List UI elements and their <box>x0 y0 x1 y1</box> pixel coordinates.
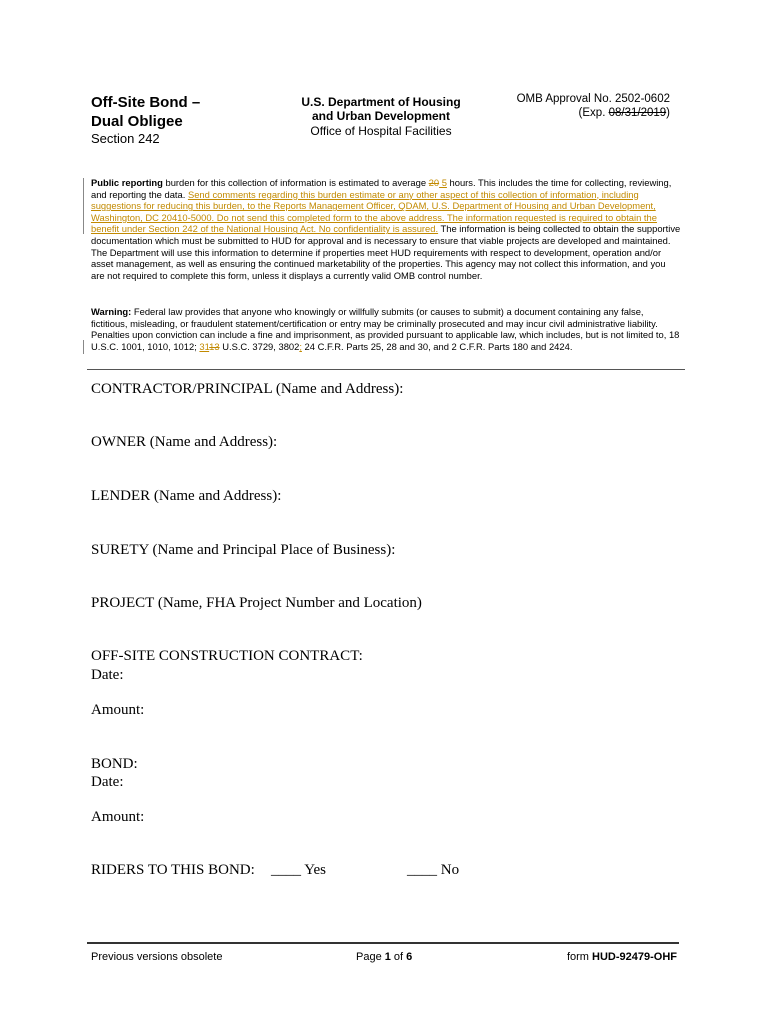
page-current: 1 <box>384 951 391 963</box>
burden-text-c: The information is being collected to obtain the supportive documentation which must be submitted to HUD for approval and is necessary to ensure that viable projects are developed and maintained. The Department will use this information to determine if properties meet HUD requirements with respect to development, operation and/or asset management, as well as ensuring the continued marketability of the properties. This agency may not collect this information, and you are not required to complete this form, unless it displays a currently valid OMB control number. <box>91 223 681 281</box>
contract-date-field[interactable]: Date: <box>91 667 124 683</box>
contract-amount-field[interactable]: Amount: <box>91 702 145 718</box>
public-burden-statement <box>91 177 681 281</box>
offsite-contract-heading: OFF-SITE CONSTRUCTION CONTRACT: <box>91 648 363 664</box>
form-title-line2: Dual Obligee <box>91 113 183 130</box>
page-of: of <box>390 951 407 963</box>
burden-hours-struck: 20 <box>428 177 440 188</box>
page-prefix: Page <box>356 951 385 963</box>
section-label: Section 242 <box>91 131 160 146</box>
owner-field[interactable]: OWNER (Name and Address): <box>91 434 278 450</box>
revision-change-bar <box>83 178 84 234</box>
department-name-line1: U.S. Department of Housing <box>301 95 461 109</box>
bond-date-field[interactable]: Date: <box>91 774 124 790</box>
surety-field[interactable]: SURETY (Name and Principal Place of Business): <box>91 542 396 558</box>
burden-inserted-text: Send comments regarding this burden estimate or any other aspect of this collection of information, including suggestions for reducing this burden, to the Reports Management Officer, QDAM, U.S. Department of Housing and Urban Development, Washington, DC 20410-5000. Do not send this completed form to the above address. The information requested is required to obtain the benefit under Section 242 of the National Housing Act. No confidentiality is assured. <box>91 188 657 235</box>
exp-prefix: (Exp. <box>578 107 609 119</box>
warning-cite-inserted: 31 <box>199 340 210 352</box>
department-name-line2: and Urban Development <box>311 109 451 123</box>
riders-no-option[interactable]: ____ No <box>407 862 460 878</box>
riders-yes-option[interactable]: ____ Yes <box>271 862 327 878</box>
form-prefix: form <box>566 951 593 963</box>
project-field[interactable]: PROJECT (Name, FHA Project Number and Location) <box>91 595 422 611</box>
bond-amount-field[interactable]: Amount: <box>91 809 145 825</box>
header-divider <box>87 369 685 370</box>
revision-change-bar <box>83 340 84 354</box>
burden-text-a: burden for this collection of information is estimated to average <box>162 177 429 188</box>
exp-suffix: ) <box>666 107 670 119</box>
footer-divider <box>87 942 679 944</box>
warning-label: Warning: <box>91 306 132 317</box>
warning-statement <box>91 306 681 352</box>
exp-date-struck: 08/31/2019 <box>608 107 667 119</box>
form-number: HUD-92479-OHF <box>592 951 677 963</box>
contractor-principal-field[interactable]: CONTRACTOR/PRINCIPAL (Name and Address): <box>91 381 404 397</box>
bond-heading: BOND: <box>91 756 138 772</box>
footer-versions-note: Previous versions obsolete <box>91 951 223 963</box>
warning-cite-struck: 13 <box>209 340 220 352</box>
omb-approval-number: OMB Approval No. 2502-0602 <box>516 93 670 105</box>
warning-text-a: Federal law provides that anyone who knowingly or willfully submits (or causes to submit) a document containing any false, fictitious, misleading, or fraudulent statement/certification or entry may be criminally prosecuted and may incur civil administrative liability. Penalties upon conviction can include a fine and imprisonment, as provided pursuant to applicable law, which includes, but is not limited to, 18 U.S.C. 1001, 1010, 1012; <box>91 306 680 352</box>
form-title-line1: Off-Site Bond – <box>91 94 201 111</box>
burden-hours-inserted: 5 <box>439 177 447 188</box>
page-total: 6 <box>406 951 413 963</box>
warning-text-b: U.S.C. 3729, 3802 <box>219 340 300 352</box>
riders-label: RIDERS TO THIS BOND: <box>91 862 255 878</box>
omb-expiration <box>579 107 670 119</box>
footer-page-number <box>356 951 412 963</box>
lender-field[interactable]: LENDER (Name and Address): <box>91 488 282 504</box>
office-name: Office of Hospital Facilities <box>310 124 452 138</box>
burden-text-b: hours. This includes the time for collecting, reviewing, and reporting the data. <box>91 177 672 200</box>
warning-text-c: 24 C.F.R. Parts 25, 28 and 30, and 2 C.F.R. Parts 180 and 2424. <box>301 340 573 352</box>
burden-label: Public reporting <box>91 177 163 188</box>
footer-form-id <box>567 951 677 963</box>
warning-punct-inserted: ; <box>299 340 302 352</box>
